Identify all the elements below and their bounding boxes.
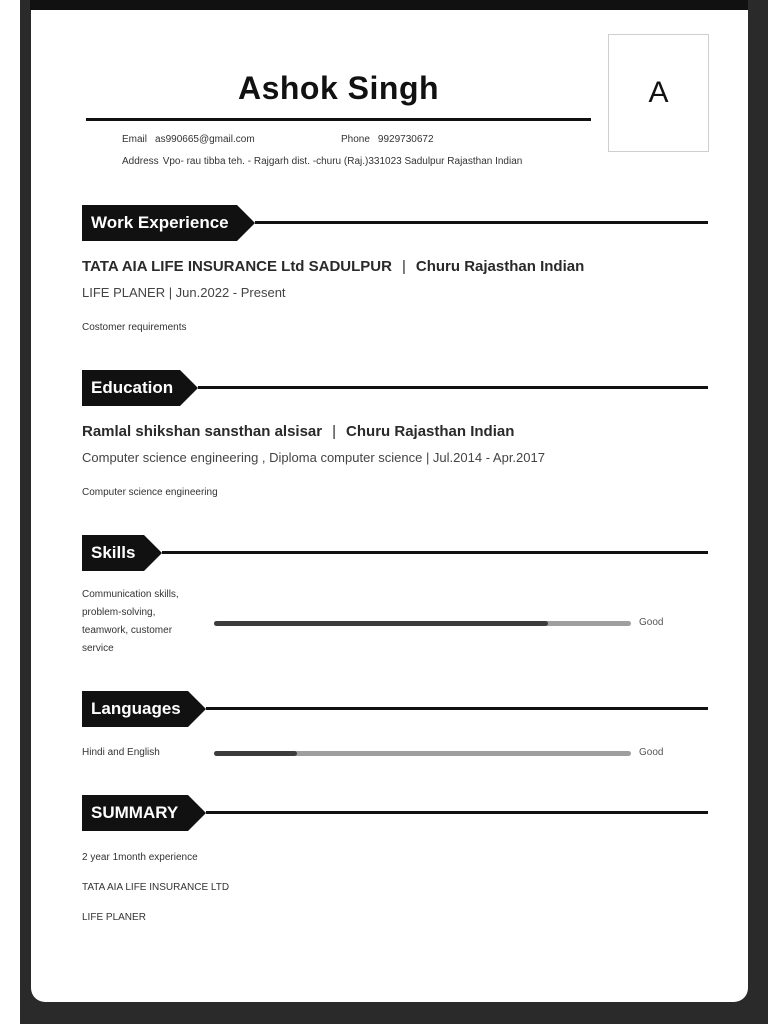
education-description: Computer science engineering (82, 487, 218, 498)
contact-email (122, 134, 255, 145)
section-title: Skills (82, 535, 144, 571)
resume-page (31, 10, 748, 1002)
phone-value: 9929730672 (377, 134, 434, 145)
education-location: Churu Rajasthan Indian (346, 423, 515, 440)
title-separator: | (332, 423, 337, 440)
skill-level-text: Good (639, 617, 664, 628)
section-rule (198, 386, 708, 389)
work-company: TATA AIA LIFE INSURANCE Ltd SADULPUR (82, 258, 392, 275)
work-role-line: LIFE PLANER | Jun.2022 - Present (82, 285, 286, 300)
education-entry-title (82, 423, 514, 440)
work-entry-title (82, 258, 584, 275)
summary-line: 2 year 1month experience (82, 852, 198, 863)
email-label: Email (122, 134, 148, 145)
address-value: Vpo- rau tibba teh. - Rajgarh dist. -churu (Raj.)331023 Sadulpur Rajasthan Indian (162, 156, 523, 167)
section-title: Education (82, 370, 180, 406)
section-work-experience (82, 205, 708, 241)
skill-level-fill (214, 621, 548, 626)
language-label: Hindi and English (82, 747, 160, 758)
candidate-name: Ashok Singh (237, 70, 440, 106)
address-label: Address (122, 156, 159, 167)
section-rule (206, 811, 708, 814)
section-education (82, 370, 708, 406)
section-rule (162, 551, 708, 554)
section-title: SUMMARY (82, 795, 188, 831)
skill-label-line: teamwork, customer (82, 625, 173, 636)
section-title: Languages (82, 691, 188, 727)
avatar: A (608, 34, 709, 152)
section-rule (255, 221, 708, 224)
contact-phone (341, 134, 434, 145)
section-skills (82, 535, 708, 571)
top-dark-bar (30, 0, 748, 10)
summary-line: LIFE PLANER (82, 912, 146, 923)
section-rule (206, 707, 708, 710)
section-languages (82, 691, 708, 727)
left-edge-strip (0, 0, 20, 1024)
summary-line: TATA AIA LIFE INSURANCE LTD (82, 882, 230, 893)
language-level-text: Good (639, 747, 664, 758)
skill-label-line: service (82, 643, 114, 654)
name-underline (86, 118, 591, 121)
work-description: Costomer requirements (82, 322, 187, 333)
section-summary (82, 795, 708, 831)
title-separator: | (401, 258, 406, 275)
language-level-fill (214, 751, 297, 756)
email-value[interactable]: as990665@gmail.com (155, 134, 255, 145)
language-level-bar (214, 751, 631, 756)
skill-label-line: Communication skills, (82, 589, 179, 600)
skill-label-line: problem-solving, (82, 607, 156, 618)
contact-address (122, 156, 522, 167)
phone-label: Phone (341, 134, 370, 145)
section-title: Work Experience (82, 205, 237, 241)
skill-label (82, 586, 202, 658)
education-school: Ramlal shikshan sansthan alsisar (82, 423, 323, 440)
work-location: Churu Rajasthan Indian (415, 258, 585, 275)
education-degree-line: Computer science engineering , Diploma computer science | Jul.2014 - Apr.2017 (82, 450, 545, 465)
skill-level-bar (214, 621, 631, 626)
